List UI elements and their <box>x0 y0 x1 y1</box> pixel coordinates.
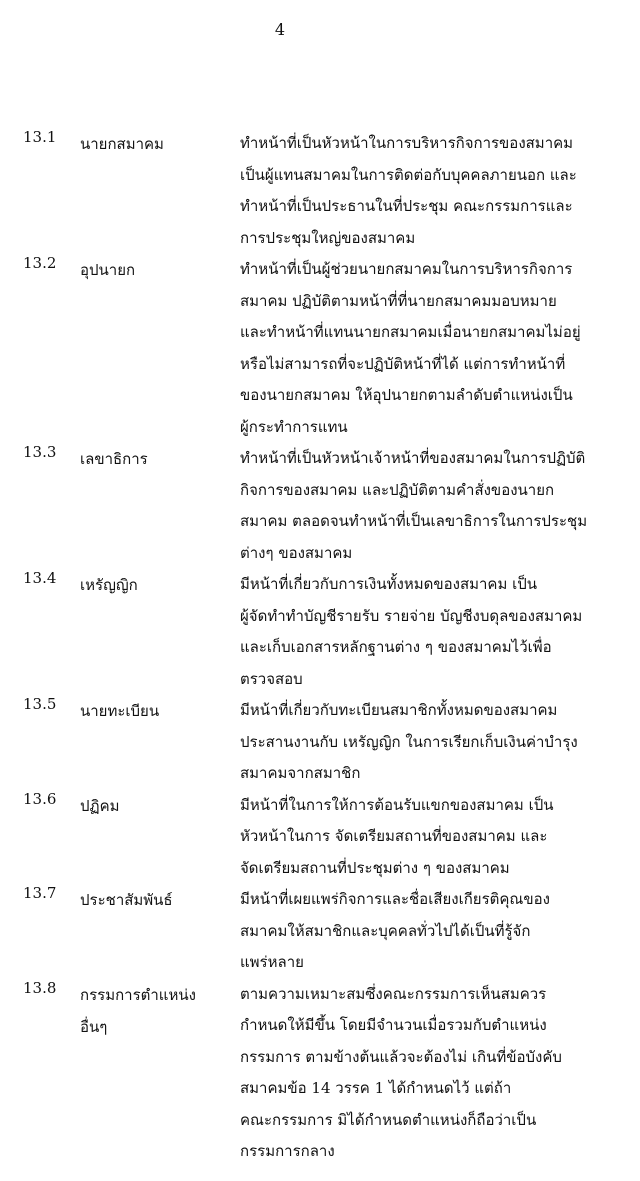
list-item <box>0 979 640 1168</box>
duties-list <box>0 128 640 1168</box>
description-line: ทำหน้าที่เป็นหัวหน้าเจ้าหน้าที่ของสมาคมในการปฏิบัติ <box>240 449 586 467</box>
item-title: นายกสมาคม <box>80 135 164 153</box>
item-number: 13.5 <box>23 695 57 713</box>
description-line: มีหน้าที่เกี่ยวกับทะเบียนสมาชิกทั้งหมดของสมาคม <box>240 701 558 719</box>
list-item <box>0 695 640 790</box>
description-line: กำหนดให้มีขึ้น โดยมีจำนวนเมื่อรวมกับตำแหน่ง <box>240 1016 547 1034</box>
list-item <box>0 569 640 695</box>
description-line: หรือไม่สามารถที่จะปฏิบัติหน้าที่ได้ แต่การทำหน้าที่ <box>240 354 566 373</box>
description-line: และทำหน้าที่แทนนายกสมาคมเมื่อนายกสมาคมไม่อยู่ <box>240 323 581 341</box>
description-line: ตามความเหมาะสมซึ่งคณะกรรมการเห็นสมควร <box>240 984 547 1003</box>
description-line: ทำหน้าที่เป็นประธานในที่ประชุม คณะกรรมการและ <box>240 197 573 215</box>
item-title: อุปนายก <box>80 261 136 279</box>
description-line: เป็นผู้แทนสมาคมในการติดต่อกับบุคคลภายนอก และ <box>240 165 577 184</box>
item-number: 13.3 <box>23 443 57 461</box>
description-line: สมาคมจากสมาชิก <box>240 764 361 782</box>
description-line: มีหน้าที่ในการให้การต้อนรับแขกของสมาคม เป็น <box>240 795 554 814</box>
description-line: ของนายกสมาคม ให้อุปนายกตามลำดับตำแหน่งเป็น <box>240 386 573 404</box>
description-line: สมาคมข้อ 14 วรรค 1 ได้กำหนดไว้ แต่ถ้า <box>240 1079 512 1097</box>
description-line: ทำหน้าที่เป็นหัวหน้าในการบริหารกิจการของสมาคม <box>240 134 574 152</box>
item-description <box>240 790 618 885</box>
item-description <box>240 443 618 569</box>
description-line: ทำหน้าที่เป็นผู้ช่วยนายกสมาคมในการบริหารกิจการ <box>240 260 573 278</box>
page-number: 4 <box>274 20 286 39</box>
item-title: ประชาสัมพันธ์ <box>80 891 173 909</box>
description-line: ผู้กระทำการแทน <box>240 417 348 436</box>
description-line: ตรวจสอบ <box>240 669 303 688</box>
item-number: 13.1 <box>23 128 57 146</box>
item-title: กรรมการตำแหน่ง อื่นๆ <box>80 985 196 1036</box>
list-item <box>0 443 640 569</box>
item-number: 13.8 <box>23 978 57 997</box>
description-line: การประชุมใหญ่ของสมาคม <box>240 228 416 247</box>
item-description <box>240 884 618 979</box>
item-title: นายทะเบียน <box>80 702 160 720</box>
description-line: กรรมการกลาง <box>240 1142 335 1160</box>
description-line: มีหน้าที่เกี่ยวกับการเงินทั้งหมดของสมาคม เป็น <box>240 575 538 593</box>
item-number: 13.6 <box>23 789 57 808</box>
item-description <box>240 695 618 790</box>
description-line: และเก็บเอกสารหลักฐานต่าง ๆ ของสมาคมไว้เพื่อ <box>240 638 552 656</box>
item-description <box>240 979 618 1168</box>
description-line: กิจการของสมาคม และปฏิบัติตามคำสั่งของนายก <box>240 480 555 499</box>
item-title: เลขาธิการ <box>80 450 148 468</box>
description-line: สมาคม ปฏิบัติตามหน้าที่ที่นายกสมาคมมอบหมาย <box>240 291 557 310</box>
list-item <box>0 128 640 254</box>
description-line: ประสานงานกับ เหรัญญิก ในการเรียกเก็บเงินค่าบำรุง <box>240 732 578 751</box>
item-number: 13.2 <box>23 254 57 272</box>
item-description <box>240 569 618 695</box>
item-number: 13.4 <box>23 569 57 587</box>
description-line: สมาคม ตลอดจนทำหน้าที่เป็นเลขาธิการในการประชุม <box>240 512 588 530</box>
description-line: คณะกรรมการ มิได้กำหนดตำแหน่งก็ถือว่าเป็น <box>240 1110 537 1129</box>
list-item <box>0 254 640 443</box>
item-title: ปฏิคม <box>80 796 120 815</box>
description-line: มีหน้าที่เผยแพร่กิจการและชื่อเสียงเกียรติคุณของ <box>240 890 550 908</box>
description-line: ต่างๆ ของสมาคม <box>240 543 353 562</box>
list-item <box>0 790 640 885</box>
description-line: ผู้จัดทำทำบัญชีรายรับ รายจ่าย บัญชีงบดุลของสมาคม <box>240 606 583 625</box>
description-line: สมาคมให้สมาชิกและบุคคลทั่วไปได้เป็นที่รู้จัก <box>240 921 531 940</box>
item-description <box>240 128 618 254</box>
description-line: จัดเตรียมสถานที่ประชุมต่าง ๆ ของสมาคม <box>240 858 510 877</box>
description-line: แพร่หลาย <box>240 953 304 971</box>
list-item <box>0 884 640 979</box>
item-description <box>240 254 618 443</box>
description-line: กรรมการ ตามข้างต้นแล้วจะต้องไม่ เกินที่ข้อบังคับ <box>240 1047 562 1066</box>
item-number: 13.7 <box>23 884 57 902</box>
item-title: เหรัญญิก <box>80 576 138 594</box>
description-line: หัวหน้าในการ จัดเตรียมสถานที่ของสมาคม และ <box>240 827 548 845</box>
